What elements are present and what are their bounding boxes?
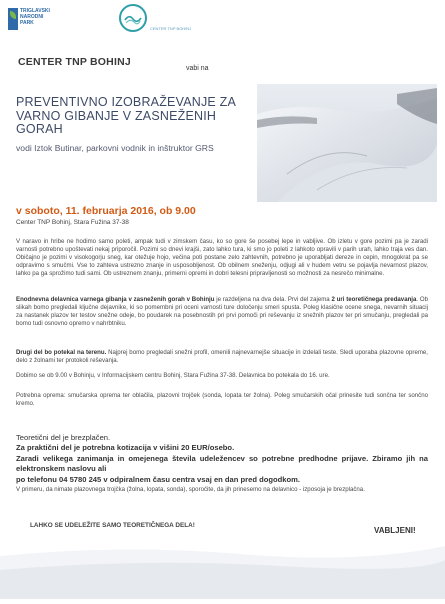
registration-note: Zaradi velikega zanimanja in omejenega števila udeležencev so potrebne predhodne prijave. Zbiramo jih na elektronskem naslovu ali [16, 453, 428, 474]
meeting-paragraph: Dobimo se ob 9.00 v Bohinju, v Informacijskem centru Bohinj, Stara Fužina 37-38. Delavnica bo potekala do 16. ure. [16, 372, 330, 379]
rental-paragraph: V primeru, da nimate plazovnega trojčka (žolna, lopata, sonda), sporočite, da jih prinesemo na delavnico - izposoja je brezplačna. [16, 486, 365, 493]
snow-footer-image [0, 536, 445, 599]
field-lead: Drugi del bo potekal na terenu. [16, 349, 107, 356]
practical-fee: Za praktični del je potrebna kotizacija v višini 20 EUR/osebo. [16, 443, 235, 453]
pricing-block [16, 433, 428, 485]
snow-photo [257, 84, 437, 202]
center-title: CENTER TNP BOHINJ [18, 56, 131, 68]
phone-note: po telefonu 04 5780 245 v odpiralnem času centra vsaj en dan pred dogodkom. [16, 474, 301, 484]
only-theory-note: LAHKO SE UDELEŽITE SAMO TEORETIČNEGA DELA! [30, 522, 195, 529]
tnp-logo-text: TRIGLAVSKI NARODNI PARK [20, 8, 50, 26]
welcome-text: VABLJENI! [374, 526, 416, 535]
center-round-logo [119, 4, 147, 32]
tnp-logo [8, 8, 50, 40]
event-place: Center TNP Bohinj, Stara Fužina 37-38 [16, 219, 129, 226]
theory-free: Teoretični del je brezplačen. [16, 433, 111, 442]
theory-duration: 2 uri teoretičnega predavanja [331, 296, 417, 303]
workshop-lead: Enodnevna delavnica varnega gibanja v zasneženih gorah v Bohinju [16, 296, 215, 303]
workshop-tail: . Ob slikah bomo pregledali ključne dejavnike, ki so pomembni pri oceni varnosti ture določenju smeri spusta. Poleg klasične ocene snega, nevarnih situacij za nastanek plazov ter testov snežne odeje, bo poudarek na posebnostih pri prvi pomoči pri reševanju iz snežnih plazov ter pri smučanju, pregledali pa bomo tudi osnovno opremo v nahrbtniku. [16, 296, 428, 327]
event-subtitle: vodi Iztok Butinar, parkovni vodnik in inštruktor GRS [16, 143, 214, 153]
equipment-paragraph: Potrebna oprema: smučarska oprema ter oblačila, plazovni trojček (sonda, lopata ter žolna). Poleg smučarskih očal prinesite tudi sončna ter sončno kremo. [16, 392, 428, 407]
intro-paragraph: V naravo in hribe ne hodimo samo poleti, ampak tudi v zimskem času, ko so gore še posebej lepe in vabljive. Ob izletu v gore pozimi pa je zaradi varnosti potrebno upoštevati nekaj priporočil. Pozimi so dnevi krajši, zato lahko tura, ki smo jo poleti z lahkoto opravili v parih urah, lahko traja ves dan. Običajno je pozimi v visokogorju sneg, kar otežuje hojo, večina poti postane zelo zahtevnih, potrebno je uporabljati dereze in cepin, mnogokrat pa se odpravimo s smučmi. Vse to zahteva ustrezno znanje in usposobljenost. Ob obilnem sneženju, odjugi ali v hudem vetru se pojavlja nevarnost plazov, lahko pa ga sprožimo tudi sami. Ob ustreznem znanju, primerni opremi in dobri telesni pripravljenosti so možnosti za nesrečo minimalne. [16, 238, 428, 277]
invite-text: vabi na [186, 65, 209, 72]
snow-slope-image [257, 84, 437, 202]
event-date: v soboto, 11. februarja 2016, ob 9.00 [16, 205, 196, 217]
field-text: Najprej bomo pregledali snežni profil, omenili najnevarnejše situacije in izdelali teste. Sledi uporaba plazovne opreme, delo z žolnami ter protokoli reševanja. [16, 349, 428, 364]
event-title: PREVENTIVNO IZOBRAŽEVANJE ZA VARNO GIBANJE V ZASNEŽENIH GORAH [16, 95, 236, 136]
round-logo-label: CENTER TNP BOHINJ [150, 26, 192, 31]
wave-icon [121, 6, 145, 30]
workshop-paragraph [16, 296, 428, 328]
field-paragraph [16, 349, 428, 365]
workshop-text: je razdeljena na dva dela. Prvi del zajema [214, 296, 332, 303]
